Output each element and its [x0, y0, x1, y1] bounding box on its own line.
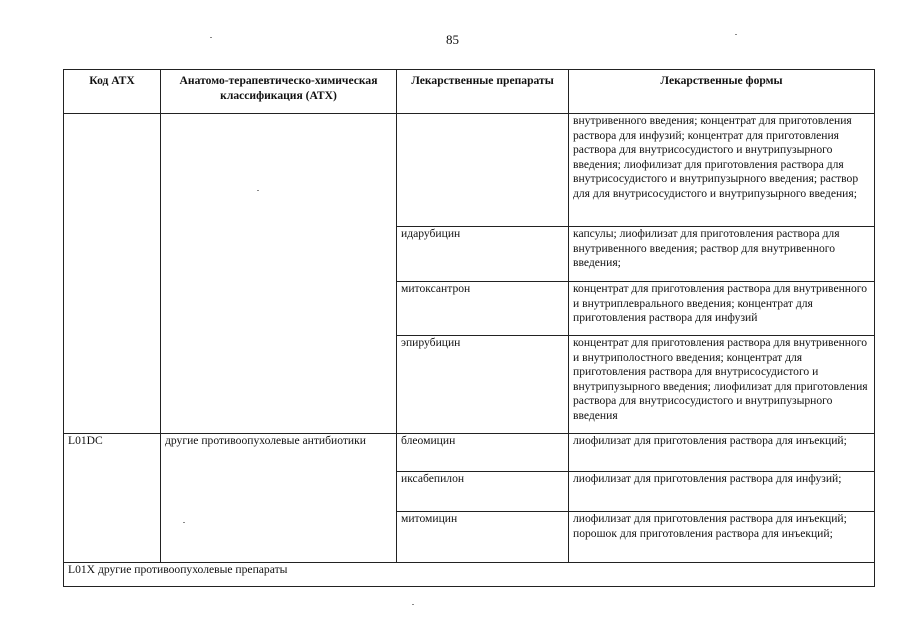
drug-cell: блеомицин	[397, 434, 569, 472]
dosage-forms-cell: лиофилизат для приготовления раствора для инфузий;	[569, 472, 875, 512]
drug-cell: идарубицин	[397, 227, 569, 282]
page-number: 85	[446, 32, 459, 47]
scan-speck	[257, 190, 259, 191]
atx-code-cell	[64, 114, 161, 434]
atx-table	[63, 69, 875, 587]
header-dosage-forms: Лекарственные формы	[569, 70, 875, 114]
table-group-row	[64, 563, 875, 587]
scan-speck	[412, 604, 414, 605]
header-atx-classification: Анатомо-терапевтическо-химическая классификация (АТХ)	[161, 70, 397, 114]
scan-speck	[735, 34, 737, 35]
scan-speck	[183, 522, 185, 523]
table-row	[64, 114, 875, 227]
classification-cell: другие противоопухолевые антибиотики	[161, 434, 397, 563]
drug-cell: митомицин	[397, 512, 569, 563]
drug-cell: эпирубицин	[397, 336, 569, 434]
drug-cell	[397, 114, 569, 227]
atx-code-cell: L01DC	[64, 434, 161, 563]
group-heading-cell: L01X другие противоопухолевые препараты	[64, 563, 875, 587]
drug-cell: иксабепилон	[397, 472, 569, 512]
classification-cell	[161, 114, 397, 434]
dosage-forms-cell: лиофилизат для приготовления раствора для инъекций;	[569, 434, 875, 472]
drug-cell: митоксантрон	[397, 282, 569, 336]
dosage-forms-cell: внутривенного введения; концентрат для приготовления раствора для инфузий; концентрат для приготовления раствора для внутрисосудистого и внутрипузырного введения; лиофилизат для приготовления раствора для внутрисосудистого и внутрипузырного введения; раствор для для внутрисосудистого и внутрипузырного введения;	[569, 114, 875, 227]
dosage-forms-cell: капсулы; лиофилизат для приготовления раствора для внутривенного введения; раствор для внутривенного введения;	[569, 227, 875, 282]
dosage-forms-cell: лиофилизат для приготовления раствора для инъекций; порошок для приготовления раствора для инъекций;	[569, 512, 875, 563]
scan-speck	[210, 37, 212, 38]
table-header-row	[64, 70, 875, 114]
dosage-forms-cell: концентрат для приготовления раствора для внутривенного и внутриполостного введения; концентрат для приготовления раствора для внутрисосудистого и внутрипузырного введения; лиофилизат для приготовления раствора для внутрисосудистого и внутрипузырного введения	[569, 336, 875, 434]
header-atx-code: Код АТХ	[64, 70, 161, 114]
table-row	[64, 434, 875, 472]
dosage-forms-cell: концентрат для приготовления раствора для внутривенного и внутриплеврального введения; концентрат для приготовления раствора для инфузий	[569, 282, 875, 336]
header-drugs: Лекарственные препараты	[397, 70, 569, 114]
